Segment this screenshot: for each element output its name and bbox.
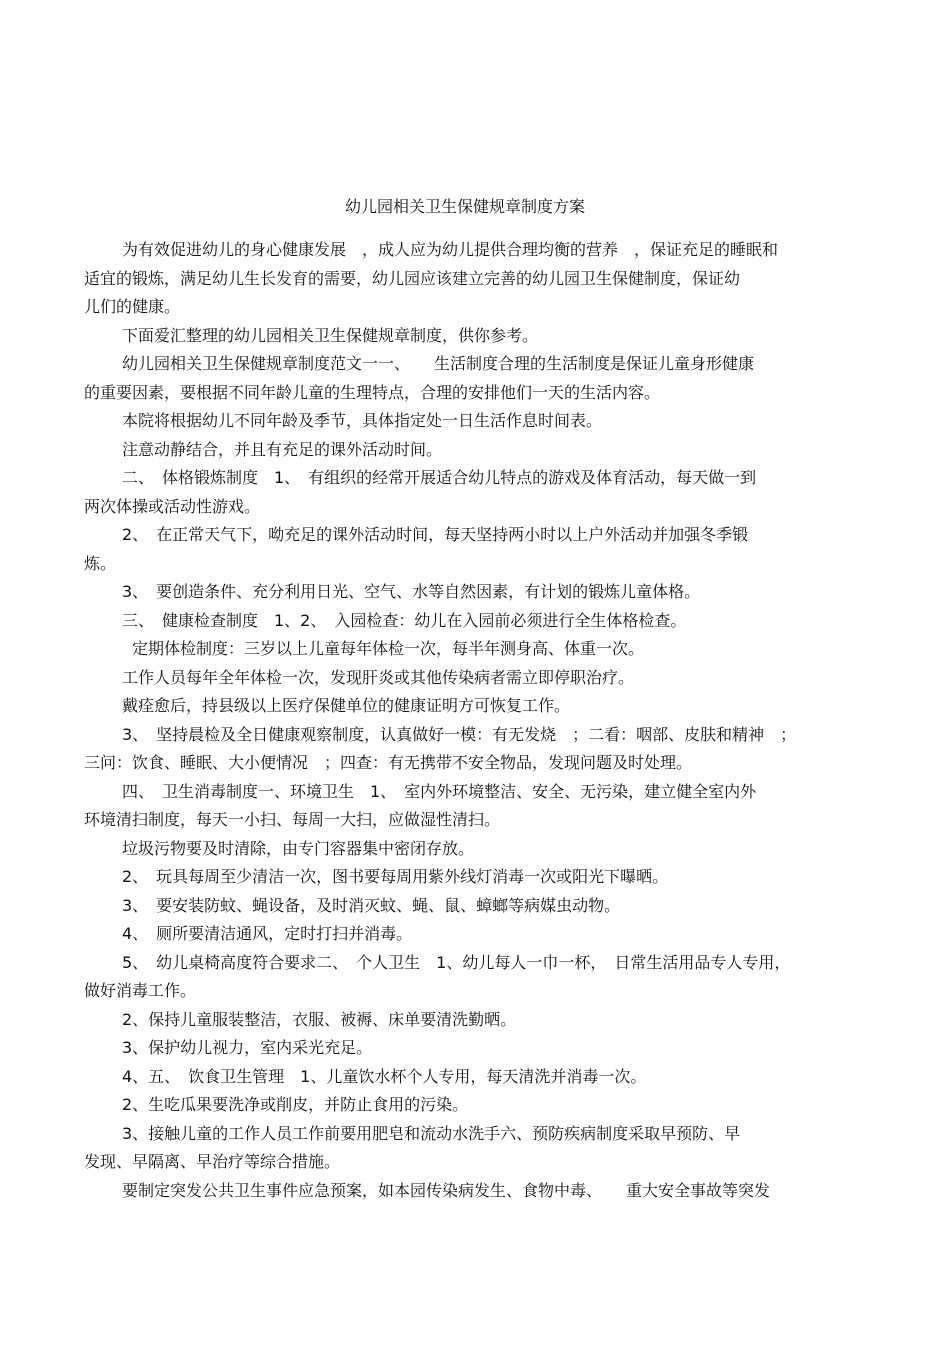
paragraph-line: 2、 在正常天气下，呦充足的课外活动时间，每天坚持两小时以上户外活动并加强冬季锻 [122, 525, 749, 544]
paragraph-line: 3、接触儿童的工作人员工作前要用肥皂和流动水洗手六、预防疾病制度采取早预防、早 [122, 1123, 741, 1143]
paragraph-line: 的重要因素，要根据不同年龄儿童的生理特点，合理的安排他们一天的生活内容。 [84, 382, 661, 402]
paragraph-line: 4、五、 饮食卫生管理 1、儿童饮水杯个人专用，每天清洗并消毒一次。 [122, 1066, 647, 1086]
paragraph-line: 发现、早隔离、早治疗等综合措施。 [84, 1152, 341, 1171]
document-body [84, 236, 864, 1205]
paragraph-line: 戴痊愈后，持县级以上医疗保健单位的健康证明方可恢复工作。 [122, 696, 571, 715]
paragraph-line: 注意动静结合，并且有充足的课外活动时间。 [122, 439, 443, 459]
paragraph-line: 2、生吃瓜果要洗净或削皮，并防止食用的污染。 [122, 1095, 469, 1114]
paragraph-line: 下面爱汇整理的幼儿园相关卫生保健规章制度，供你参考。 [122, 325, 539, 345]
paragraph-line: 两次体操或活动性游戏。 [84, 496, 261, 516]
paragraph-line: 3、 要安装防蚊、蝇设备，及时消灭蚊、蝇、鼠、蟑螂等病媒虫动物。 [122, 895, 621, 915]
paragraph-line: 4、 厕所要清洁通风，定时打扫并消毒。 [122, 924, 413, 943]
paragraph-line: 2、 玩具每周至少清洁一次，图书要每周用紫外线灯消毒一次或阳光下曝晒。 [122, 867, 669, 886]
paragraph-line: 做好消毒工作。 [84, 981, 197, 1000]
paragraph-line: 环境清扫制度，每天一小扫、每周一大扫，应做湿性清扫。 [84, 810, 501, 829]
document-title: 幼儿园相关卫生保健规章制度方案 [344, 197, 585, 216]
paragraph-line: 为有效促进幼儿的身心健康发展 ，成人应为幼儿提供合理均衡的营养 ，保证充足的睡眠和 [122, 240, 779, 259]
paragraph-line: 二、 体格锻炼制度 1、 有组织的经常开展适合幼儿特点的游戏及体育活动，每天做一到 [122, 468, 757, 487]
paragraph-line: 要制定突发公共卫生事件应急预案，如本园传染病发生、食物中毒、 重大安全事故等突发 [122, 1180, 771, 1200]
paragraph-line: 幼儿园相关卫生保健规章制度范文一一、 生活制度合理的生活制度是保证儿童身形健康 [122, 354, 755, 373]
paragraph-line: 三问：饮食、睡眠、大小便情况 ；四查：有无携带不安全物品，发现问题及时处理。 [84, 753, 693, 772]
paragraph-line: 本院将根据幼儿不同年龄及季节，具体指定处一日生活作息时间表。 [122, 411, 603, 430]
paragraph-line: 定期体检制度：三岁以上儿童每年体检一次，每半年测身高、体重一次。 [132, 639, 645, 658]
paragraph-line: 适宜的锻炼，满足幼儿生长发育的需要，幼儿园应该建立完善的幼儿园卫生保健制度，保证幼 [84, 268, 741, 288]
paragraph-line: 炼。 [84, 553, 117, 573]
paragraph-line: 工作人员每年全年体检一次，发现肝炎或其他传染病者需立即停职治疗。 [122, 667, 635, 687]
paragraph-line: 5、 幼儿桌椅高度符合要求二、 个人卫生 1、幼儿每人一巾一杯， 日常生活用品专人专用， [122, 952, 791, 972]
paragraph-line: 2、保持儿童服装整洁，衣服、被褥、床单要清洗勤晒。 [122, 1009, 517, 1029]
paragraph-line: 儿们的健康。 [84, 297, 181, 316]
paragraph-line: 3、 坚持晨检及全日健康观察制度，认真做好一模：有无发烧 ；二看：咽部、皮肤和精神 ； [122, 724, 797, 744]
paragraph-line: 3、 要创造条件、充分利用日光、空气、水等自然因素，有计划的锻炼儿童体格。 [122, 582, 701, 601]
paragraph-line: 四、 卫生消毒制度一、环境卫生 1、 室内外环境整洁、安全、无污染，建立健全室内外 [122, 781, 757, 801]
paragraph-line: 三、 健康检查制度 1、2、 入园检查：幼儿在入园前必须进行全生体格检查。 [122, 610, 687, 630]
paragraph-line: 垃圾污物要及时清除，由专门容器集中密闭存放。 [122, 838, 475, 858]
paragraph-line: 3、保护幼儿视力，室内采光充足。 [122, 1038, 373, 1057]
